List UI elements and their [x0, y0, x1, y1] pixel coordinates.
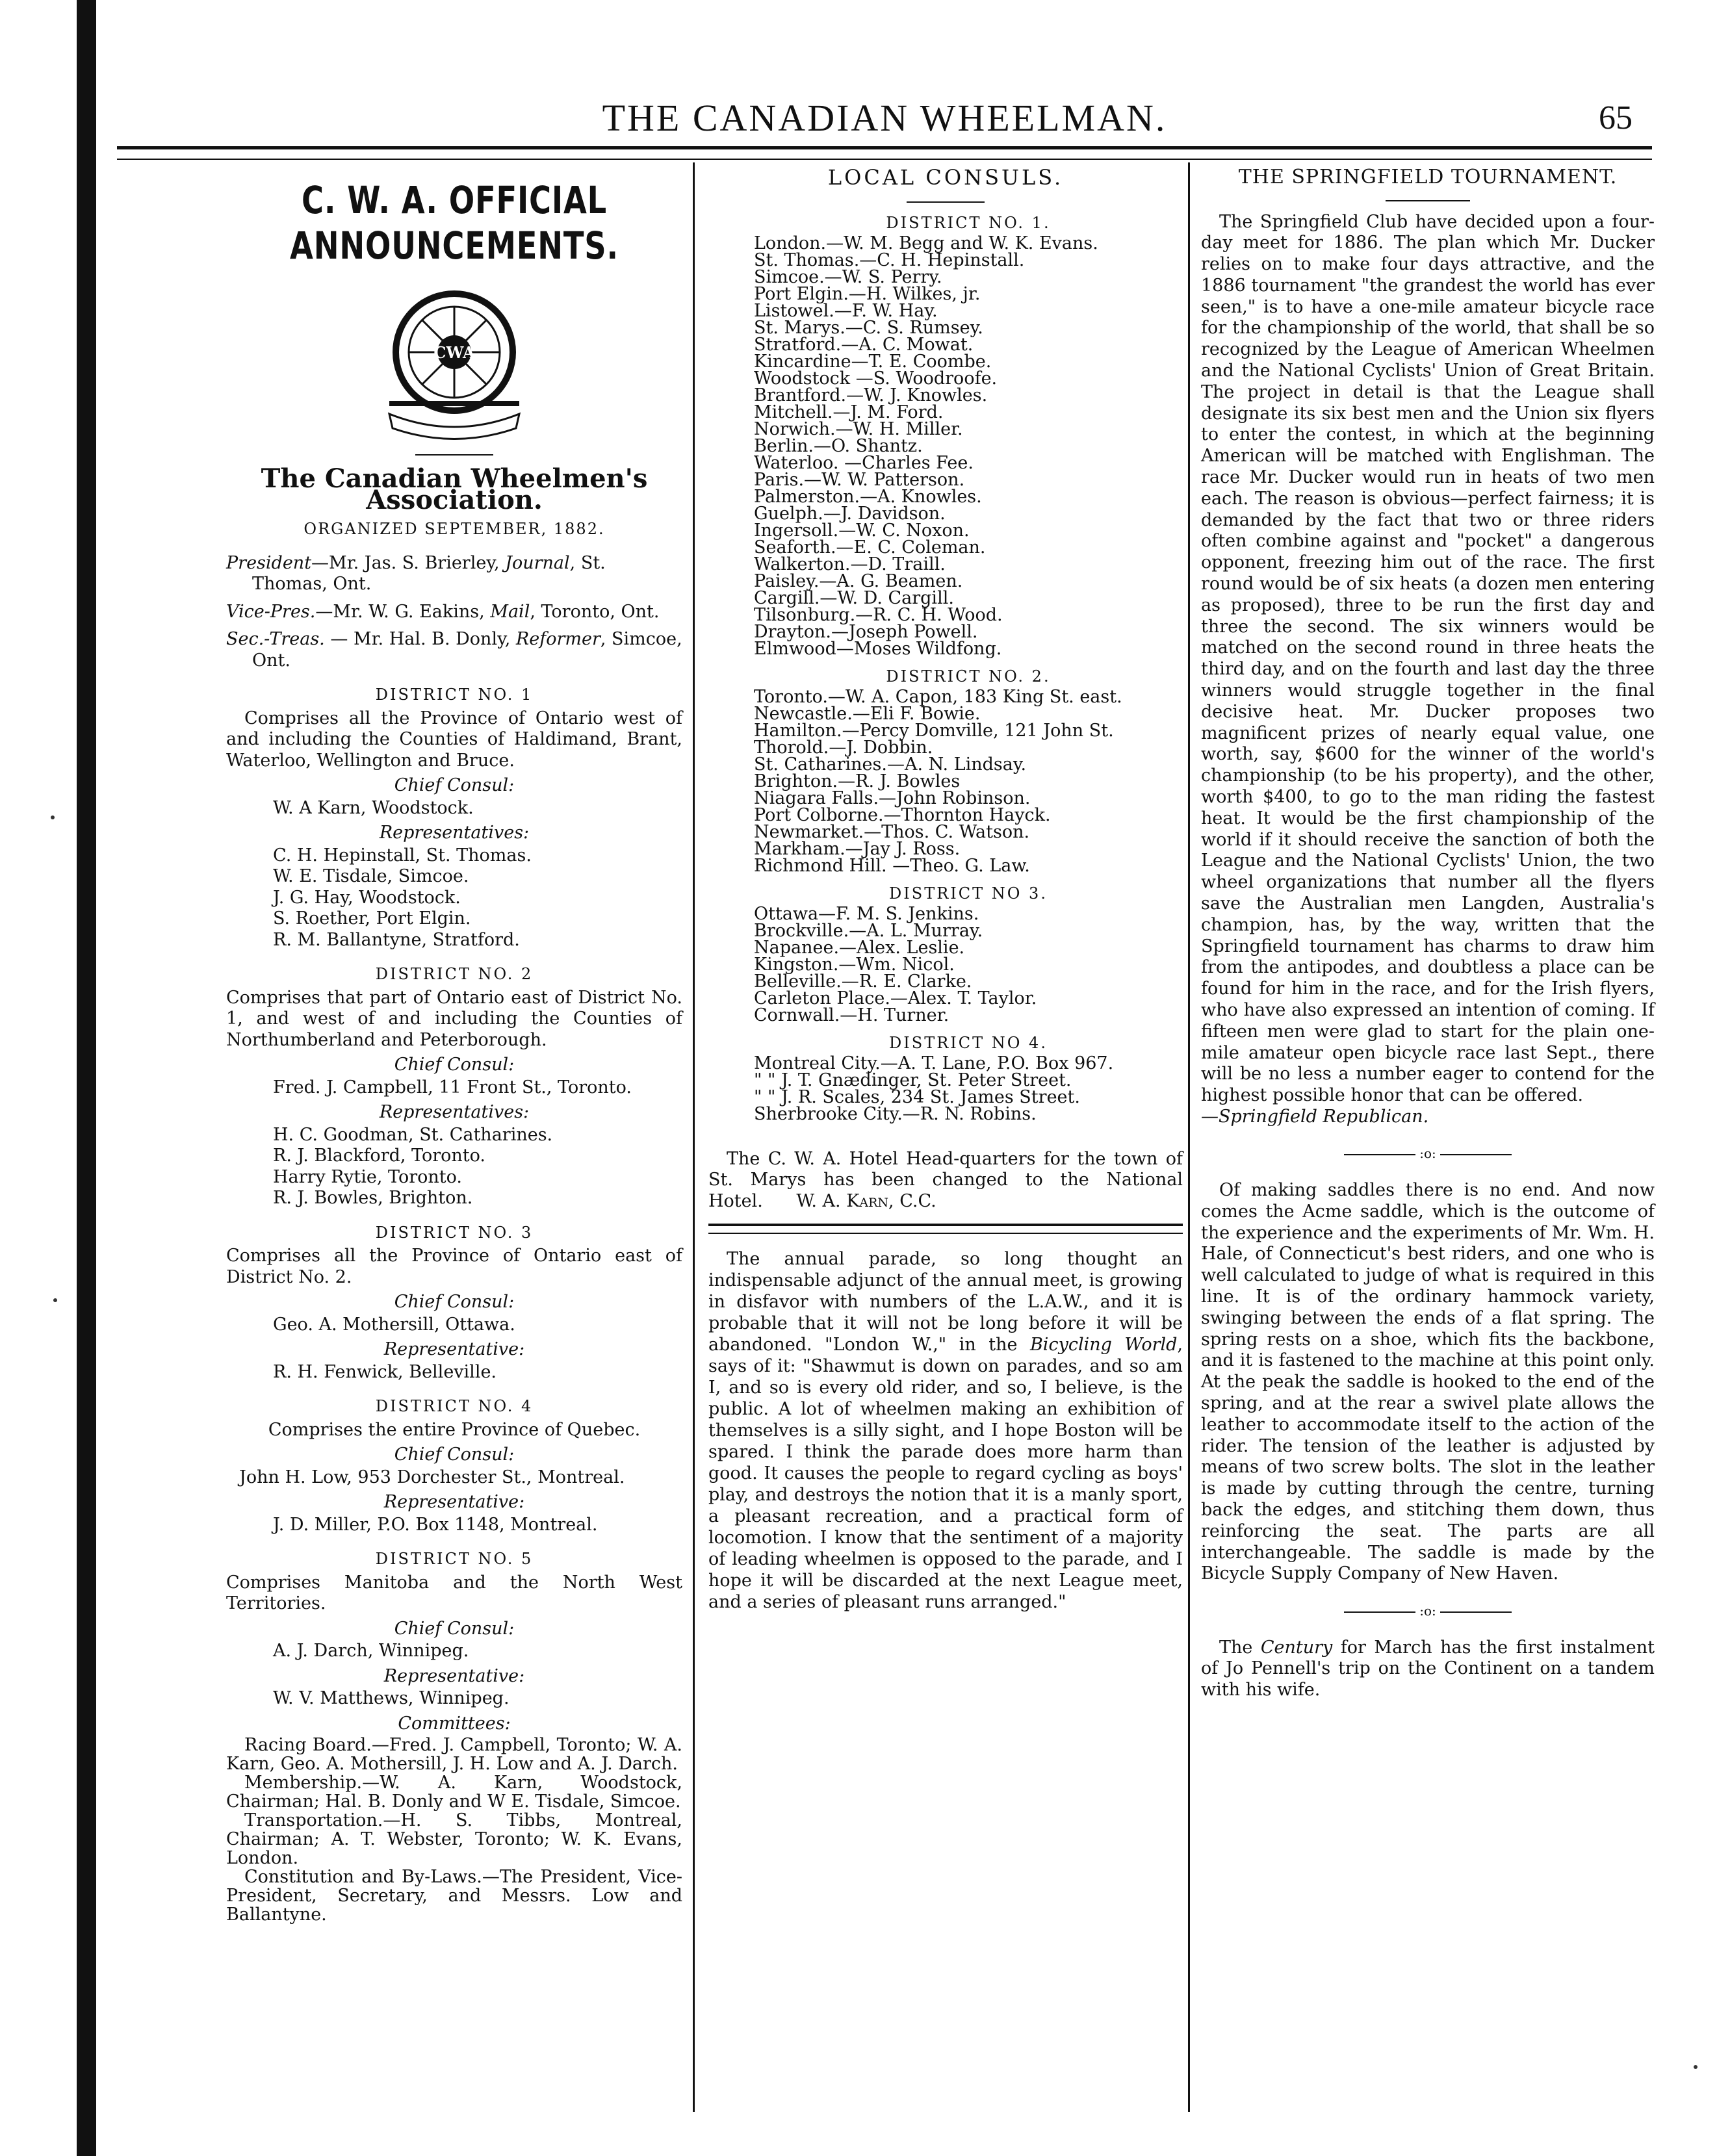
- list-item: Elmwood—Moses Wildfong.: [754, 638, 1002, 659]
- district-title: DISTRICT NO 4.: [889, 1033, 1048, 1052]
- district-title: DISTRICT NO. 1: [375, 686, 534, 704]
- district-2: [226, 964, 682, 1209]
- divider: [415, 454, 493, 456]
- list-item: Carleton Place.—Alex. T. Taylor.: [754, 988, 1037, 1008]
- district-3: [226, 1222, 682, 1383]
- district-1: [226, 684, 682, 951]
- list-item: St. Catharines.—A. N. Lindsay.: [754, 754, 1027, 775]
- consul-list: [708, 214, 1183, 1123]
- local-consuls-heading: LOCAL CONSULS.: [827, 165, 1064, 190]
- list-item: London.—W. M. Begg and W. K. Evans.: [754, 233, 1098, 253]
- representative: S. Roether, Port Elgin.: [273, 908, 471, 929]
- representative: W. V. Matthews, Winnipeg.: [273, 1688, 510, 1708]
- district-title: DISTRICT NO. 2.: [886, 667, 1051, 686]
- list-item: Hamilton.—Percy Domville, 121 John St.: [754, 720, 1114, 741]
- list-item: Stratford.—A. C. Mowat.: [754, 334, 974, 355]
- officer-vice-president: Vice-Pres.—Mr. W. G. Eakins, Mail, Toronto, Ont.: [226, 601, 660, 622]
- list-item: Brighton.—R. J. Bowles: [754, 771, 961, 791]
- list-item: Cornwall.—H. Turner.: [754, 1005, 949, 1025]
- list-item: Seaforth.—E. C. Coleman.: [754, 537, 986, 558]
- representative: R. H. Fenwick, Belleville.: [273, 1361, 497, 1382]
- ink-speck: [53, 1298, 57, 1302]
- list-item: Norwich.—W. H. Miller.: [754, 418, 963, 439]
- announcements-heading: C. W. A. OFFICIAL ANNOUNCEMENTS.: [290, 178, 619, 268]
- chief-consul-label: Chief Consul:: [394, 1055, 515, 1075]
- list-item: Listowel.—F. W. Hay.: [754, 300, 938, 321]
- column-local-consuls: [708, 166, 1183, 1613]
- separator: :o:: [1201, 1143, 1655, 1164]
- list-item: St. Thomas.—C. H. Hepinstall.: [754, 250, 1025, 270]
- springfield-heading: THE SPRINGFIELD TOURNAMENT.: [1238, 166, 1618, 188]
- representative: J. G. Hay, Woodstock.: [273, 887, 461, 908]
- chief-consul: W. A Karn, Woodstock.: [273, 797, 474, 818]
- column-rule: [693, 162, 695, 2112]
- divider: [1386, 200, 1470, 201]
- svg-text:CWA: CWA: [433, 343, 475, 362]
- representatives-label: Representative:: [383, 1492, 525, 1512]
- district-title: DISTRICT NO. 5: [375, 1550, 534, 1568]
- representative: R. J. Bowles, Brighton.: [273, 1188, 473, 1208]
- tournament-article: The Springfield Club have decided upon a four-day meet for 1886. The plan which Mr. Ducker relies on to make four days attractive, and the 1886 tournament "the grandest the world has ever seen," is to have a one-mile amateur bicycle race for the championship of the world, that shall be so recognized by the League of American Wheelmen and the National Cyclists' Union of Great Britain. The project in detail is that the League shall designate its six best men and the Union six flyers to enter the contest, in which at the beginning American will be matched with Englishman. The race Mr. Ducker would run in heats of two men each. The reason is obvious—perfect fairness; it is demanded by the fact that two or three riders often combine against and "pocket" a dangerous opponent, freezing him out of the race. The first round would be of six heats (a dozen men entering as proposed), three to be run the first day and three the second. The six winners would be matched on the second round in three heats the third day, and on the fourth and last day the three winners would struggle together in the final decisive heat. Mr. Ducker proposes two magnificent prizes of nearly equal value, one worth, say, $600 for the winner of the world's championship (to be his property), and the other, worth $400, to go to the man riding the fastest heat. It would be the first championship of the world if it should receive the sanction of both the League and the National Cyclists' Union, the two wheel organizations that number all the flyers save the Australian men Langden, Australia's champion, has, by the way, written that the Springfield tournament has charms to draw him from the antipodes, and doubtless a place can be found for him in the race, and for the Irish flyers, who have also expressed an intention of coming. If fifteen men were glad to start for the plain one-mile amateur open bicycle race last Sept., there will be no less a number eager to contend for the highest possible honor that can be offered.: [1201, 211, 1655, 1106]
- district-title: DISTRICT NO. 1.: [886, 213, 1051, 232]
- committee: Constitution and By-Laws.—The President, Vice-President, Secretary, and Messrs. Low and Ballantyne.: [226, 1867, 682, 1925]
- district-description: Comprises all the Province of Ontario west of and including the Counties of Haldimand, Brant, Waterloo, Wellington and Bruce.: [226, 708, 682, 771]
- list-item: Montreal City.—A. T. Lane, P.O. Box 967.: [754, 1053, 1114, 1073]
- ink-speck: [1694, 2065, 1698, 2069]
- district-title: DISTRICT NO. 2: [375, 965, 534, 983]
- chief-consul: John H. Low, 953 Dorchester St., Montreal.: [239, 1467, 625, 1487]
- list-item: Richmond Hill. —Theo. G. Law.: [754, 855, 1030, 876]
- list-item: Markham.—Jay J. Ross.: [754, 838, 961, 859]
- representative: J. D. Miller, P.O. Box 1148, Montreal.: [273, 1514, 598, 1535]
- chief-consul: Fred. J. Campbell, 11 Front St., Toronto.: [273, 1077, 632, 1097]
- list-item: Port Elgin.—H. Wilkes, jr.: [754, 283, 981, 304]
- district-5: [226, 1548, 682, 1710]
- list-item: " " J. R. Scales, 234 St. James Street.: [754, 1086, 1080, 1107]
- list-item: Newmarket.—Thos. C. Watson.: [754, 821, 1030, 842]
- saddle-article: Of making saddles there is no end. And now comes the Acme saddle, which is the outcome of the experience and the experiments of Mr. Wm. H. Hale, of Connecticut's best riders, and one who is well calculated to judge of what is required in this line. It is of the ordinary hammock variety, swinging between the ends of a flat spring. The spring rests on a shoe, which fits the backbone, and it is fastened to the machine at this point only. At the peak the saddle is hooked to the end of the spring, and at the rear a swivel plate allows the leather to accommodate itself to the action of the rider. The tension of the leather is adjusted by means of two screw bolts. The slot in the leather is made by cutting through the centre, turning back the edges, and stitching them down, thus reinforcing the seat. The parts are all interchangeable. The saddle is made by the Bicycle Supply Company of New Haven.: [1201, 1179, 1655, 1584]
- chief-consul-label: Chief Consul:: [394, 775, 515, 795]
- list-item: " " J. T. Gnædinger, St. Peter Street.: [754, 1070, 1072, 1090]
- list-item: Sherbrooke City.—R. N. Robins.: [754, 1103, 1037, 1124]
- list-item: St. Marys.—C. S. Rumsey.: [754, 317, 983, 338]
- century-note: The Century for March has the first instalment of Jo Pennell's trip on the Continent on a tandem with his wife.: [1201, 1637, 1655, 1700]
- association-name: The Canadian Wheelmen's Association.: [261, 463, 648, 515]
- list-item: Simcoe.—W. S. Perry.: [754, 266, 942, 287]
- organized-date: ORGANIZED SEPTEMBER, 1882.: [303, 520, 605, 538]
- ink-speck: [51, 815, 55, 819]
- district-description: Comprises the entire Province of Quebec.: [268, 1419, 641, 1440]
- list-item: Ottawa—F. M. S. Jenkins.: [754, 903, 979, 924]
- district-title: DISTRICT NO. 4: [375, 1397, 534, 1415]
- list-item: Palmerston.—A. Knowles.: [754, 486, 982, 507]
- list-item: Waterloo. —Charles Fee.: [754, 452, 974, 473]
- district-description: Comprises Manitoba and the North West Territories.: [226, 1572, 682, 1613]
- chief-consul-label: Chief Consul:: [394, 1444, 515, 1465]
- list-item: Woodstock —S. Woodroofe.: [754, 368, 998, 389]
- article-source: —Springfield Republican.: [1201, 1106, 1429, 1127]
- representative: C. H. Hepinstall, St. Thomas.: [273, 845, 532, 866]
- list-item: Brockville.—A. L. Murray.: [754, 920, 983, 941]
- district-description: Comprises that part of Ontario east of District No. 1, and west of and including the Counties of Northumberland and Peterborough.: [226, 987, 682, 1050]
- representatives-label: Representatives:: [379, 1102, 530, 1122]
- chief-consul: A. J. Darch, Winnipeg.: [273, 1641, 469, 1661]
- list-item: Paris.—W. W. Patterson.: [754, 469, 965, 490]
- district-title: DISTRICT NO. 3: [375, 1223, 534, 1242]
- parade-article: The annual parade, so long thought an indispensable adjunct of the annual meet, is growing in disfavor with numbers of the L.A.W., and it is probable that it will not be long before it will be abandoned. "London W.," in the Bicycling World, says of it: "Shawmut is down on parades, and so am I, and so is every old rider, and so, I believe, is the public. A lot of wheelmen making an exhibition of themselves is a silly sight, and I hope Boston will be spared. I think the parade does more harm than good. It causes the people to regard cycling as boys' play, and destroys the notion that it is a manly sport, a pleasant recreation, and a practical form of locomotion. I know that the sentiment of a majority of leading wheelmen is opposed to the parade, and I hope it will be discarded at the next League meet, and a series of pleasant runs arranged.": [708, 1249, 1183, 1612]
- representative: R. J. Blackford, Toronto.: [273, 1146, 485, 1166]
- list-item: Thorold.—J. Dobbin.: [754, 737, 933, 758]
- divider: [907, 201, 985, 203]
- officer-president: President—Mr. Jas. S. Brierley, Journal, St. Thomas, Ont.: [226, 552, 606, 594]
- list-item: Belleville.—R. E. Clarke.: [754, 971, 972, 992]
- list-item: Port Colborne.—Thornton Hayck.: [754, 804, 1051, 825]
- district-4: [226, 1396, 682, 1535]
- representatives-label: Representative:: [383, 1665, 525, 1686]
- list-item: Tilsonburg.—R. C. H. Wood.: [754, 604, 1003, 625]
- representatives-label: Representatives:: [379, 823, 530, 843]
- list-item: Niagara Falls.—John Robinson.: [754, 788, 1031, 808]
- representative: W. E. Tisdale, Simcoe.: [273, 866, 469, 886]
- list-item: Mitchell.—J. M. Ford.: [754, 402, 944, 422]
- committee: Membership.—W. A. Karn, Woodstock, Chairman; Hal. B. Donly and W E. Tisdale, Simcoe.: [226, 1773, 682, 1812]
- list-item: Berlin.—O. Shantz.: [754, 435, 923, 456]
- chief-consul: Geo. A. Mothersill, Ottawa.: [273, 1314, 515, 1335]
- district-title: DISTRICT NO 3.: [889, 884, 1048, 903]
- representative: R. M. Ballantyne, Stratford.: [273, 929, 520, 950]
- hotel-notice: The C. W. A. Hotel Head-quarters for the town of St. Marys has been changed to the National Hotel. W. A. Karn, C.C.: [708, 1148, 1183, 1211]
- list-item: Guelph.—J. Davidson.: [754, 503, 946, 524]
- list-item: Drayton.—Joseph Powell.: [754, 621, 978, 642]
- district-description: Comprises all the Province of Ontario east of District No. 2.: [226, 1246, 682, 1287]
- chief-consul-label: Chief Consul:: [394, 1618, 515, 1639]
- list-item: Ingersoll.—W. C. Noxon.: [754, 520, 970, 541]
- chief-consul-label: Chief Consul:: [394, 1292, 515, 1312]
- committee: Racing Board.—Fred. J. Campbell, Toronto; W. A. Karn, Geo. A. Mothersill, J. H. Low and A. J. Darch.: [226, 1735, 682, 1774]
- header-rule: [117, 146, 1652, 160]
- column-announcements: [226, 166, 682, 1924]
- list-item: Walkerton.—D. Traill.: [754, 554, 946, 574]
- running-title: THE CANADIAN WHEELMAN.: [602, 97, 1167, 139]
- column-rule: [1188, 162, 1190, 2112]
- committee: Transportation.—H. S. Tibbs, Montreal, Chairman; A. T. Webster, Toronto; W. K. Evans, London.: [226, 1810, 682, 1868]
- list-item: Napanee.—Alex. Leslie.: [754, 937, 965, 958]
- cwa-emblem: [370, 284, 539, 440]
- list-item: Cargill.—W. D. Cargill.: [754, 587, 954, 608]
- list-item: Paisley.—A. G. Beamen.: [754, 571, 963, 591]
- list-item: Brantford.—W. J. Knowles.: [754, 385, 988, 405]
- committees-label: Committees:: [398, 1713, 511, 1734]
- list-item: Toronto.—W. A. Capon, 183 King St. east.: [754, 686, 1122, 707]
- representatives-label: Representative:: [383, 1339, 525, 1359]
- section-rule: [708, 1224, 1183, 1234]
- page-number: 65: [1599, 99, 1633, 136]
- list-item: Newcastle.—Eli F. Bowie.: [754, 703, 981, 724]
- column-springfield: [1201, 166, 1655, 1700]
- list-item: Kingston.—Wm. Nicol.: [754, 954, 955, 975]
- binding-edge: [77, 0, 96, 2156]
- representative: H. C. Goodman, St. Catharines.: [273, 1124, 553, 1145]
- officer-sec-treas: Sec.-Treas. — Mr. Hal. B. Donly, Reformer, Simcoe, Ont.: [226, 629, 682, 671]
- representative: Harry Rytie, Toronto.: [273, 1166, 462, 1187]
- list-item: Kincardine—T. E. Coombe.: [754, 351, 992, 372]
- separator: :o:: [1201, 1600, 1655, 1622]
